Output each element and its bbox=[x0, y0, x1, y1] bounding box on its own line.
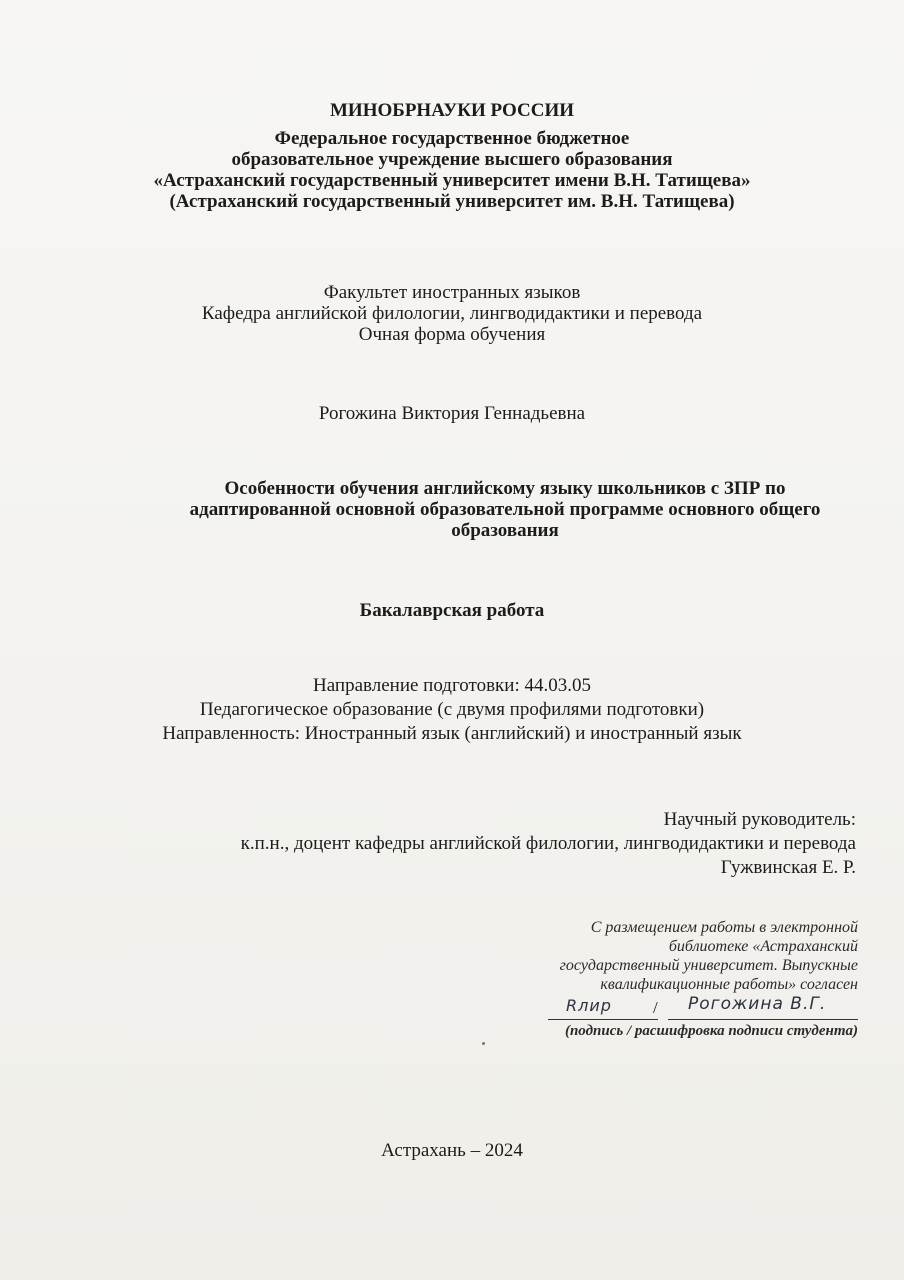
thesis-title bbox=[130, 478, 880, 541]
study-form: Очная форма обучения bbox=[358, 324, 546, 345]
supervisor-position: к.п.н., доцент кафедры английской филологии, лингводидактики и перевода bbox=[240, 833, 856, 854]
org-line-2: образовательное учреждение высшего образования bbox=[231, 149, 673, 170]
consent-line-1: С размещением работы в электронной bbox=[590, 919, 858, 936]
direction-block bbox=[0, 674, 904, 746]
department-name: Кафедра английской филологии, лингводидактики и перевода bbox=[201, 303, 703, 324]
supervisor-block bbox=[241, 808, 856, 880]
thesis-title-line-1: Особенности обучения английскому языку школьников с ЗПР по bbox=[224, 478, 786, 499]
handwritten-signature: Rлир bbox=[566, 996, 612, 1015]
supervisor-label: Научный руководитель: bbox=[663, 809, 856, 830]
consent-line-2: библиотеке «Астраханский bbox=[668, 938, 858, 955]
thesis-title-line-2: адаптированной основной образовательной программе основного общего bbox=[189, 499, 821, 520]
signature-underline bbox=[548, 1019, 658, 1020]
organization-header bbox=[0, 100, 904, 212]
signature-row bbox=[488, 996, 858, 1022]
student-name: Рогожина Виктория Геннадьевна bbox=[318, 403, 586, 424]
direction-focus: Направленность: Иностранный язык (английский) и иностранный язык bbox=[162, 723, 742, 744]
handwritten-name: Рогожина В.Г. bbox=[688, 994, 827, 1014]
consent-line-3: государственный университет. Выпускные bbox=[559, 957, 858, 974]
signature-caption: (подпись / расшифровка подписи студента) bbox=[564, 1023, 858, 1039]
org-line-4: (Астраханский государственный университет им. В.Н. Татищева) bbox=[169, 191, 735, 212]
faculty-block bbox=[0, 282, 904, 345]
work-type: Бакалаврская работа bbox=[359, 600, 545, 621]
faculty-name: Факультет иностранных языков bbox=[323, 282, 581, 303]
consent-line-4: квалификационные работы» согласен bbox=[600, 976, 858, 993]
direction-program: Педагогическое образование (с двумя профилями подготовки) bbox=[199, 699, 705, 720]
org-line-3: «Астраханский государственный университет имени В.Н. Татищева» bbox=[153, 170, 751, 191]
direction-code: Направление подготовки: 44.03.05 bbox=[313, 675, 591, 696]
ministry-name: МИНОБРНАУКИ РОССИИ bbox=[329, 100, 575, 121]
org-line-1: Федеральное государственное бюджетное bbox=[274, 128, 630, 149]
consent-statement bbox=[458, 918, 858, 994]
name-underline bbox=[668, 1019, 858, 1020]
supervisor-name: Гужвинская Е. Р. bbox=[720, 857, 856, 878]
signature-separator: / bbox=[653, 998, 658, 1017]
speck-mark bbox=[482, 1042, 485, 1045]
city-year: Астрахань – 2024 bbox=[381, 1140, 523, 1161]
thesis-title-line-3: образования bbox=[451, 520, 559, 541]
